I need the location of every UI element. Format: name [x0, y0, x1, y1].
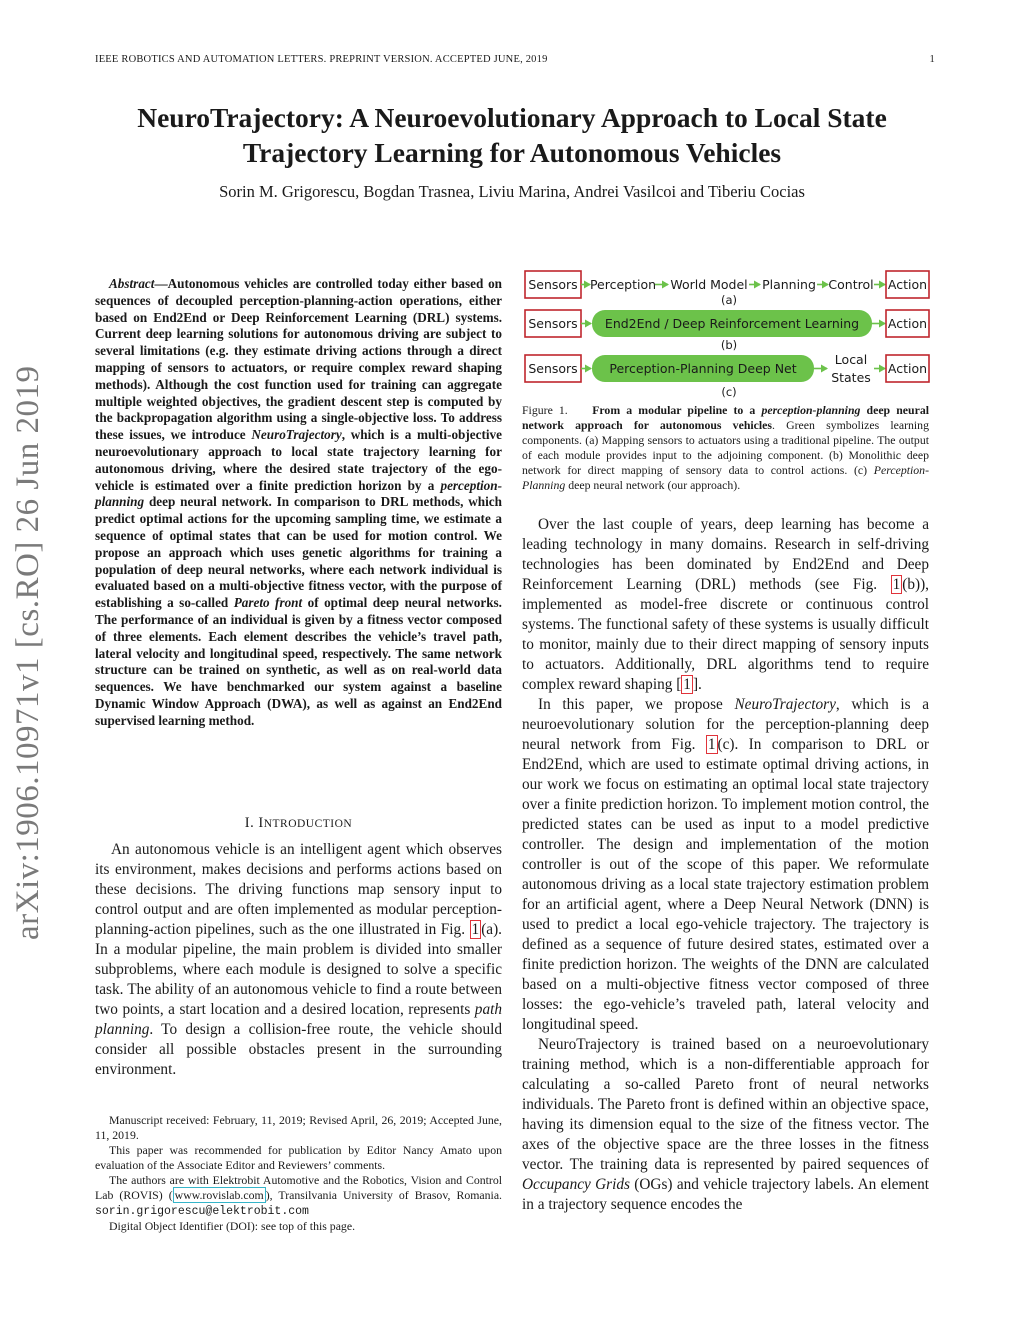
abstract-dash: — — [154, 276, 168, 291]
abstract-pareto-front: Pareto front — [233, 595, 303, 611]
rovislab-link[interactable]: www.rovislab.com — [174, 1188, 264, 1202]
section-title-rest: NTRODUCTION — [263, 818, 353, 830]
footnote-doi: Digital Object Identifier (DOI): see top of this page. — [109, 1219, 356, 1233]
section-numeral: I. — [244, 815, 255, 831]
running-header — [95, 54, 935, 65]
abstract-neurotrajectory: NeuroTrajectory — [251, 427, 342, 443]
figure-1-diagram — [522, 268, 932, 400]
intro-text-c: . To design a collision-free route, the vehicle should consider all possible obstacles present in the surrounding environment. — [95, 1021, 502, 1078]
row-a-action: Action — [887, 277, 928, 292]
right-p1-text-c: ]. — [692, 676, 702, 693]
figure-ref-link[interactable]: 1 — [892, 576, 901, 593]
abstract-perception-planning: perception-planning — [95, 477, 502, 510]
abstract-text-4: of optimal deep neural networks. The performance of an individual is given by a fitness vector composed of three elements. Each element describes the vehicle’s travel path, lateral velocity and longitudinal speed, respectively. The same network structure can be trained on synthetic, as well as on real-world data sequences. We have benchmarked our system against a baseline Dynamic Window Approach (DWA), as well as against an End2End supervised learning method. — [95, 595, 502, 728]
paper-title — [60, 100, 964, 170]
right-paragraph-2 — [522, 695, 929, 1035]
affiliation-text-a: The authors are with Elektrobit Automotive and the Robotics, Vision and Control Lab (ROVIS) ( — [95, 1173, 502, 1202]
right-p2-neurotrajectory: NeuroTrajectory — [734, 696, 836, 713]
caption-text-a: . Green symbolizes learning components. (a) Mapping sensors to actuators using a traditional pipeline. The output of each module provides input to the adjoining component. (b) Monolithic deep network for direct mapping of sensory data to control actions. (c) — [522, 418, 929, 477]
author-list: Sorin M. Grigorescu, Bogdan Trasnea, Liviu Marina, Andrei Vasilcoi and Tiberiu Cocias — [219, 182, 805, 201]
right-p2-text-c: (c). In comparison to DRL or End2End, which are used to estimate optimal driving actions, in our work we focus on estimating an optimal local state trajectory over a finite prediction horizon. To implement motion control, the predicted states can be used as input to a model predictive controller. The design and implementation of the motion controller is out of the scope of this paper. We reformulate autonomous driving as a local state trajectory estimation problem for an artificial agent, where a Deep Neural Network (DNN) is used to predict a local ego-vehicle trajectory. The trajectory is defined as a sequence of future desired states, estimated over a finite prediction horizon. The weights of the DNN are calculated based on a multi-objective fitness vector composed of three losses: the ego-vehicle’s traveled path, lateral velocity and longitudinal speed. — [522, 736, 929, 1033]
footnote-editor: This paper was recommended for publication by Editor Nancy Amato upon evaluation of the Associate Editor and Reviewers’ comments. — [95, 1143, 502, 1172]
abstract-text-3: deep neural network. In comparison to DRL methods, which predict optimal actions for the upcoming sampling time, we estimate a sequence of optimal states that can be used for motion control. We propose an approach which uses genetic algorithms for training a population of deep neural networks, where each network individual is evaluated based on a multi-objective fitness vector, with the purpose of establishing a so-called — [95, 494, 502, 611]
footnotes — [95, 1113, 502, 1234]
abstract-text-2: , which is a multi-objective neuroevolutionary approach to local state trajectory learning for autonomous driving, where the desired state trajectory of the ego-vehicle is estimated over a finite prediction horizon by a — [95, 427, 502, 493]
right-p3-text-a: NeuroTrajectory is trained based on a neuroevolutionary training method, which is a non-differentiable approach for calculating a so-called Pareto front of neural networks individuals. The Pareto front is defined within an objective space, having its dimension equal to the size of the fitness vector. The axes of the objective space are the three losses in the fitness vector. The training data is represented by paired sequences of — [522, 1036, 929, 1173]
row-a-control: Control — [828, 277, 874, 292]
row-c-perception-planning: Perception-Planning Deep Net — [609, 361, 797, 376]
row-c-action: Action — [887, 361, 928, 376]
caption-text-b: deep neural network (our approach). — [565, 478, 741, 492]
footnote-affiliation — [95, 1173, 502, 1219]
figure-1-caption — [522, 403, 929, 493]
arxiv-stamp: arXiv:1906.10971v1 [cs.RO] 26 Jun 2019 — [10, 365, 46, 940]
title-line-1: NeuroTrajectory: A Neuroevolutionary Approach to Local State — [137, 102, 887, 133]
author-email: sorin.grigorescu@elektrobit.com — [95, 1205, 309, 1218]
intro-text-a: An autonomous vehicle is an intelligent agent which observes its environment, makes decisions and performs actions based on these decisions. The driving functions map sensory input to control output and are often implemented as modular perception-planning-action pipelines, such as the one illustrated in Fig. — [95, 841, 502, 938]
right-paragraph-1 — [522, 515, 929, 695]
figure-ref-link[interactable]: 1 — [707, 736, 716, 753]
row-a-sensors: Sensors — [528, 277, 578, 292]
caption-bold-b: deep neural network approach for autonomous vehicles — [522, 403, 929, 432]
affiliation-text-b: ), Transilvania University of Brasov, Romania. — [265, 1188, 503, 1202]
row-a-label: (a) — [720, 293, 738, 307]
right-column-text — [522, 515, 929, 1215]
intro-paragraph-1 — [95, 840, 502, 1080]
title-line-2: Trajectory Learning for Autonomous Vehicles — [242, 137, 782, 168]
introduction-text — [95, 840, 502, 1080]
row-a-perception: Perception — [589, 277, 657, 292]
caption-bold-a: From a modular pipeline to a — [592, 403, 762, 417]
running-title: IEEE ROBOTICS AND AUTOMATION LETTERS. PREPRINT VERSION. ACCEPTED JUNE, 2019 — [95, 54, 548, 65]
right-p1-text-b: (b)), implemented as model-free discrete or continuous control systems. The functional safety of these systems is usually difficult to monitor, mainly due to their direct mapping of sensory inputs to actuators. Additionally, DRL algorithms tend to require complex reward shaping [ — [522, 576, 929, 693]
right-p1-text-a: Over the last couple of years, deep learning has become a leading technology in many domains. Research in self-driving technologies has been dominated by End2End and Deep Reinforcement Learning (DRL) methods (see Fig. — [522, 516, 929, 593]
abstract-lead: Abstract — [109, 276, 155, 291]
row-b-action: Action — [887, 316, 928, 331]
right-p3-text-b: (OGs) and vehicle trajectory labels. An element in a trajectory sequence encodes the — [522, 1176, 929, 1213]
row-a-planning: Planning — [762, 277, 816, 292]
row-a-world-model: World Model — [670, 277, 748, 292]
abstract — [95, 276, 502, 730]
section-heading-introduction — [95, 815, 502, 832]
intro-text-b: (a). In a modular pipeline, the main problem is divided into smaller subproblems, where each module is designed to solve a specific task. The ability of an autonomous vehicle to find a route between two points, a start location and a desired location, represents — [95, 921, 502, 1018]
abstract-text-1: Autonomous vehicles are controlled today either based on sequences of decoupled perception-planning-action operations, either based on End2End or Deep Reinforcement Learning (DRL) systems. Current deep learning solutions for autonomous driving are subject to several limitations (e.g. they estimate driving actions through a direct mapping of sensors to actuators, or require complex reward shaping methods). Although the cost function used for training can aggregate multiple weighted objectives, the gradient descent step is computed by the backpropagation algorithm using a single-objective loss. To address these issues, we introduce — [95, 276, 502, 443]
footnote-manuscript: Manuscript received: February, 11, 2019; Revised April, 26, 2019; Accepted June, 11, 2019. — [95, 1113, 502, 1142]
page-number: 1 — [929, 54, 935, 65]
row-b-sensors: Sensors — [528, 316, 578, 331]
row-c-sensors: Sensors — [528, 361, 578, 376]
caption-perception-planning: Perception-Planning — [522, 463, 929, 492]
citation-link[interactable]: 1 — [683, 676, 691, 693]
row-c-states: States — [831, 370, 871, 385]
row-c-local: Local — [834, 352, 868, 367]
row-c-label: (c) — [721, 385, 737, 399]
section-initial: I — [258, 815, 264, 831]
row-b-label: (b) — [720, 338, 738, 352]
intro-path-planning: path planning — [95, 1001, 502, 1038]
right-p2-text-b: , which is a neuroevolutionary solution for the perception-planning deep neural network from Fig. — [522, 696, 929, 753]
figure-ref-link[interactable]: 1 — [471, 921, 480, 938]
caption-figure-label: Figure 1. — [522, 403, 568, 417]
right-p2-text-a: In this paper, we propose — [538, 696, 735, 713]
right-p3-occupancy-grids: Occupancy Grids — [522, 1176, 630, 1193]
caption-bold-perception-planning: perception-planning — [761, 403, 861, 417]
row-b-end2end: End2End / Deep Reinforcement Learning — [604, 316, 860, 331]
right-paragraph-3 — [522, 1035, 929, 1215]
